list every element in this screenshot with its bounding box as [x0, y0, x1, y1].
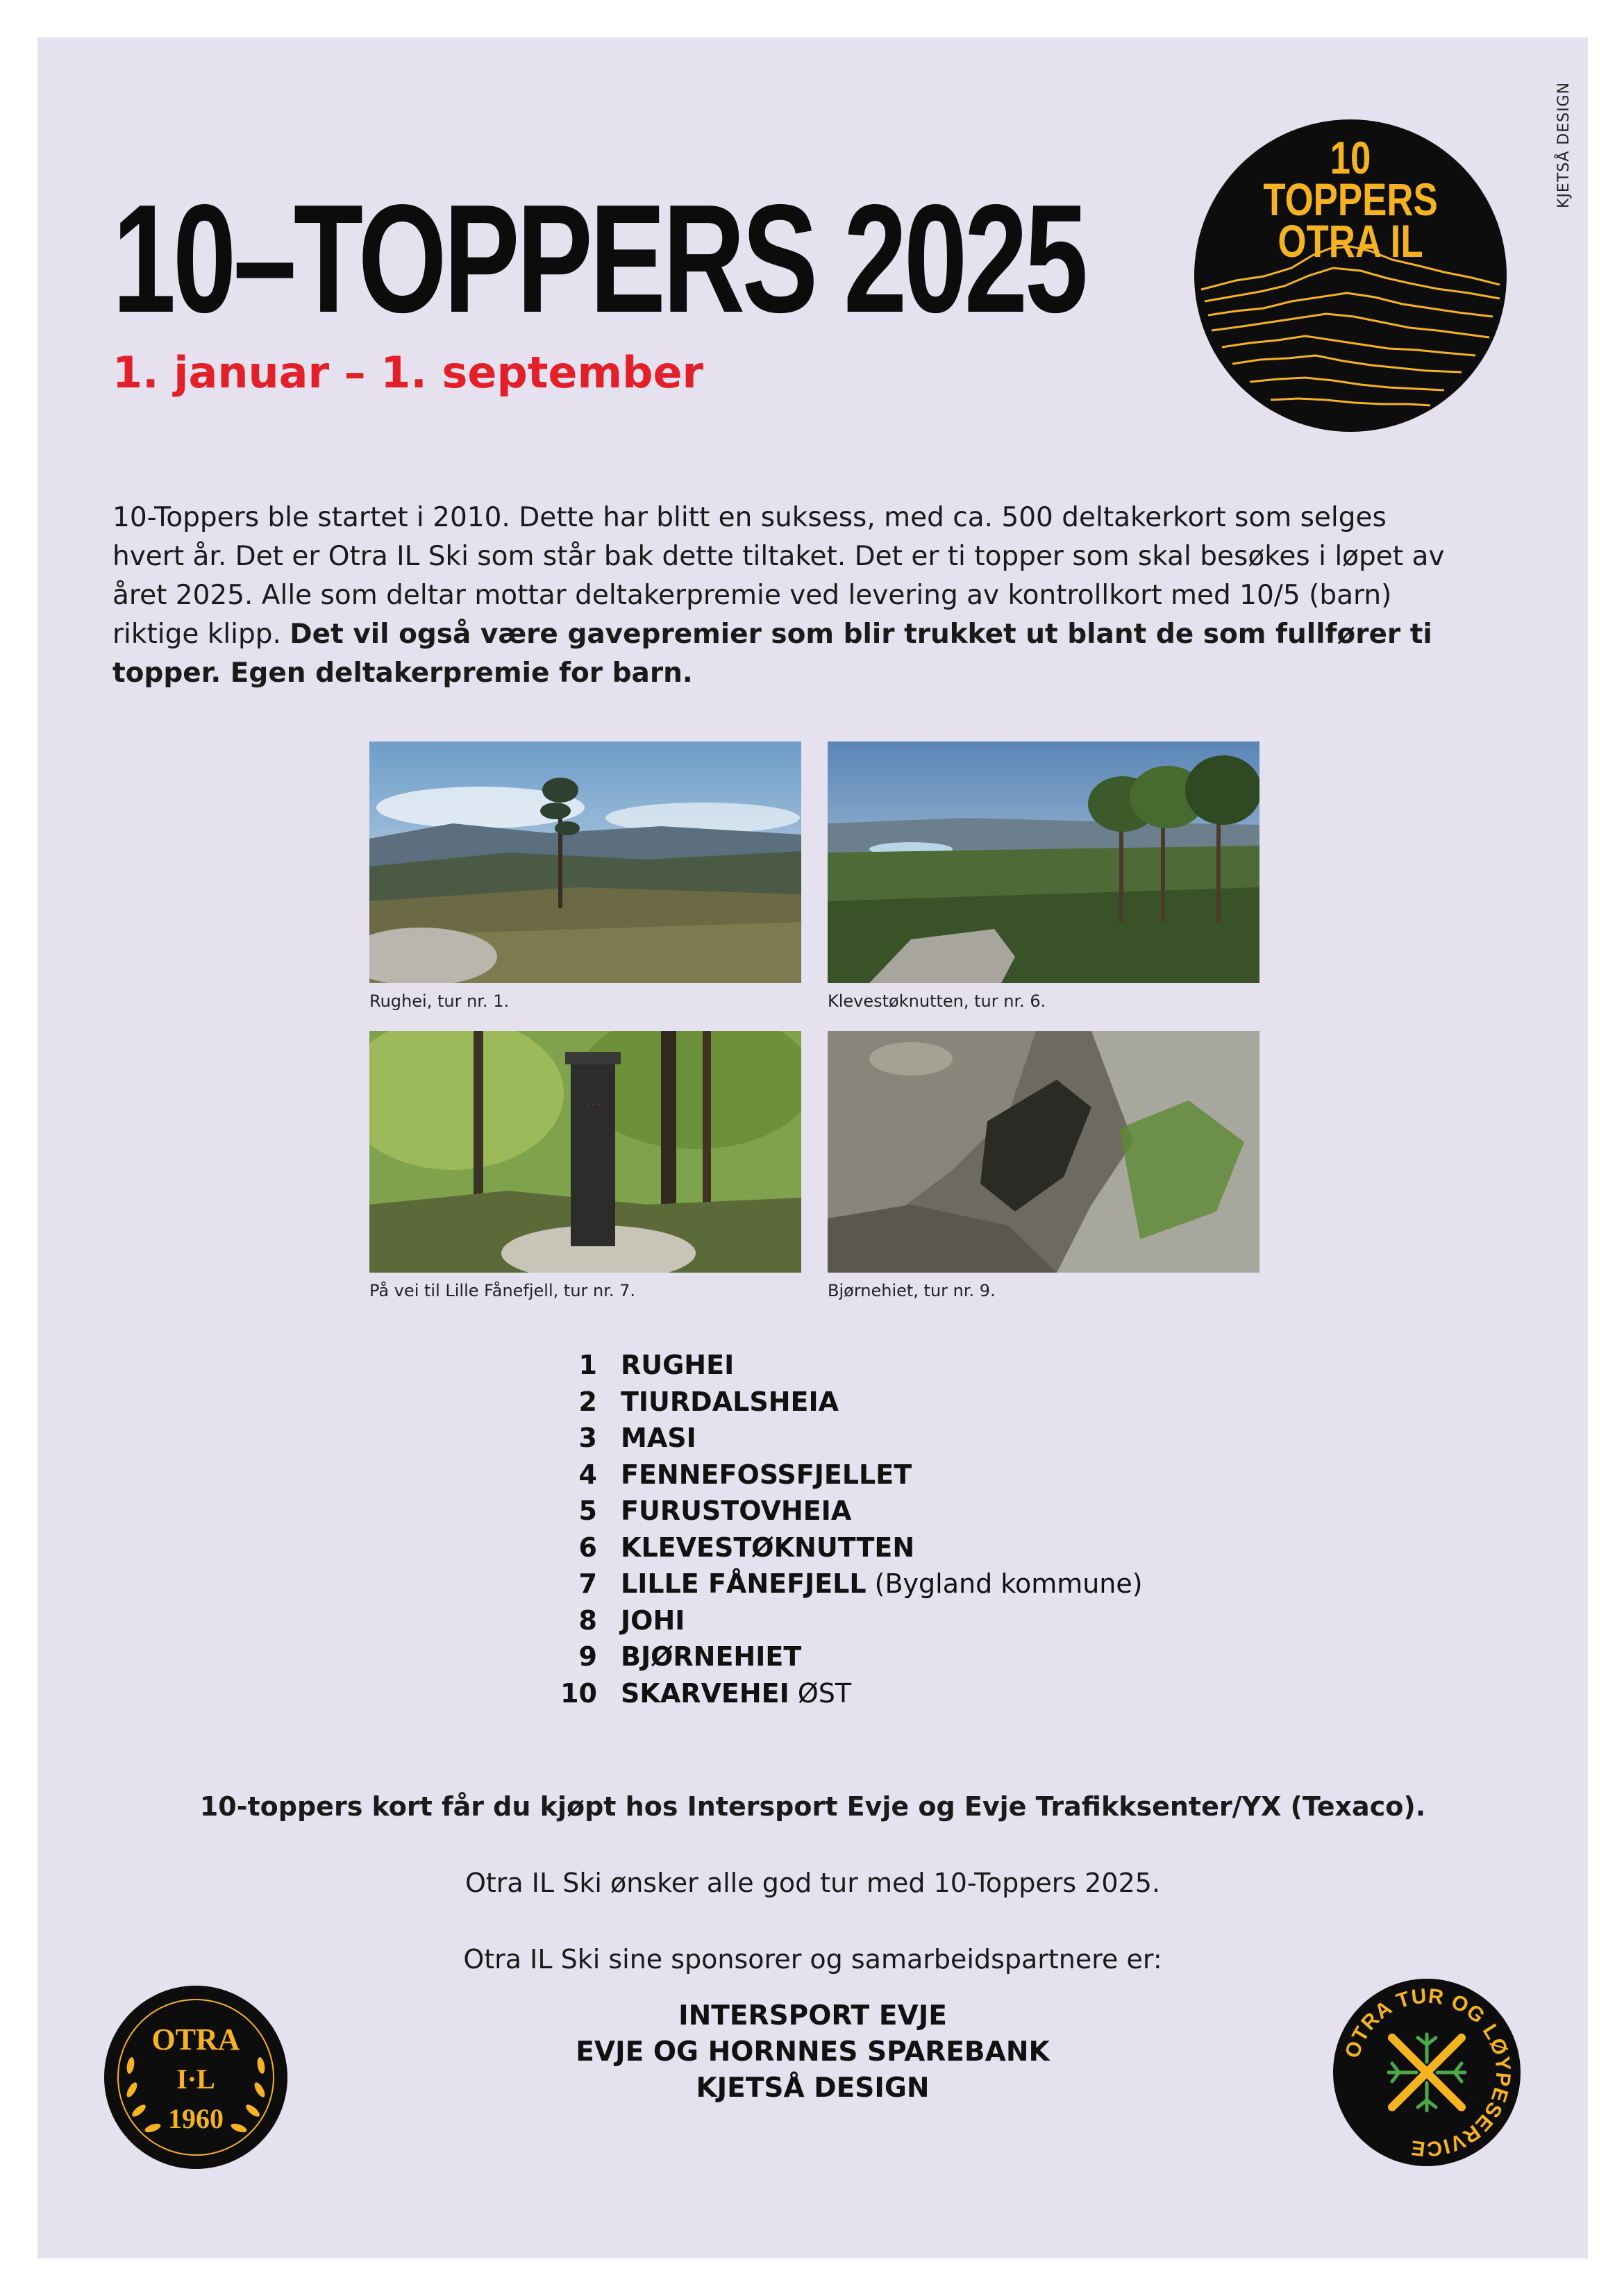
top-name: MASI — [621, 1423, 696, 1453]
list-item — [542, 1384, 1375, 1421]
top-name — [621, 1675, 851, 1712]
top-name: KLEVESTØKNUTTEN — [621, 1532, 915, 1563]
top-name — [621, 1566, 1143, 1602]
sponsor-item: INTERSPORT EVJE — [678, 2000, 947, 2031]
badge-bottom-text: 1960 — [168, 2103, 224, 2134]
logo-line-1: 10 — [1330, 132, 1371, 183]
list-item — [542, 1420, 1375, 1457]
list-item — [542, 1566, 1375, 1602]
otra-il-badge — [104, 1986, 287, 2169]
list-item — [542, 1457, 1375, 1493]
otra-tur-loypeservice-badge — [1333, 1979, 1521, 2166]
svg-text:· · ·: · · · — [586, 1100, 600, 1109]
intro-text: 10-Toppers ble startet i 2010. Dette har blitt en suksess, med ca. 500 deltakerkort som selges hvert år. Det er Otra IL Ski som står bak dette tiltaket. Det er ti topper som skal besøkes i løpet av året 2025. Alle som deltar mottar deltakerpremie ved levering av kontrollkort med 10/5 (barn) riktige klipp. — [112, 502, 1445, 650]
photo-rughei — [369, 741, 801, 983]
photo-bjornehiet — [828, 1031, 1259, 1273]
laurel-wreath-icon — [104, 1986, 287, 2169]
top-name: FENNEFOSSFJELLET — [621, 1459, 912, 1490]
top-number: 1 — [578, 1350, 597, 1380]
logo-line-2: TOPPERS — [1263, 174, 1438, 225]
photo-caption-rughei: Rughei, tur nr. 1. — [369, 991, 510, 1011]
badge-mid-text: I·L — [176, 2063, 215, 2095]
badge-top-text: OTRA — [151, 2022, 240, 2056]
sponsor-item: KJETSÅ DESIGN — [696, 2072, 930, 2104]
design-credit: KJETSÅ DESIGN — [1555, 81, 1573, 208]
list-item — [542, 1530, 1375, 1566]
list-item — [542, 1639, 1375, 1675]
tops-list — [542, 1347, 1375, 1711]
top-number: 4 — [578, 1459, 597, 1490]
top-number: 8 — [578, 1604, 597, 1636]
toppers-logo — [1194, 119, 1507, 432]
top-name-extra: (Bygland kommune) — [866, 1568, 1143, 1599]
top-name-extra: ØST — [789, 1677, 852, 1709]
top-number: 7 — [578, 1568, 597, 1599]
top-name: FURUSTOVHEIA — [621, 1495, 852, 1526]
photo-klevestoknutten — [828, 741, 1259, 983]
good-trip-wish: Otra IL Ski ønsker alle god tur med 10-Toppers 2025. — [464, 1868, 1161, 1898]
date-range: 1. januar – 1. september — [112, 347, 704, 398]
page-title: 10–TOPPERS 2025 — [112, 173, 1085, 345]
top-number: 5 — [578, 1495, 597, 1526]
photo-caption-klevestoknutten: Klevestøknutten, tur nr. 6. — [828, 991, 1046, 1011]
list-item — [542, 1347, 1375, 1384]
photo-caption-lille-fanefjell: På vei til Lille Fånefjell, tur nr. 7. — [369, 1281, 636, 1300]
photo-caption-bjornehiet: Bjørnehiet, tur nr. 9. — [828, 1281, 996, 1300]
badge-ring-text: OTRA TUR OG LØYPESERVICE — [1341, 1984, 1515, 2161]
sponsors-intro: Otra IL Ski sine sponsorer og samarbeidspartnere er: — [463, 1944, 1162, 1975]
top-name-text: SKARVEHEI — [621, 1677, 789, 1709]
list-item — [542, 1493, 1375, 1530]
top-number: 9 — [578, 1641, 597, 1672]
top-number: 6 — [578, 1532, 597, 1563]
top-number: 10 — [560, 1677, 597, 1709]
intro-bold-text: Det vil også være gavepremier som blir trukket ut blant de som fullfører ti topper. Egen deltakerpremie for barn. — [112, 619, 1432, 689]
top-name: JOHI — [621, 1604, 685, 1636]
top-name: BJØRNEHIET — [621, 1641, 802, 1672]
top-name: RUGHEI — [621, 1350, 735, 1380]
where-to-buy: 10-toppers kort får du kjøpt hos Intersport Evje og Evje Trafikksenter/YX (Texaco). — [199, 1791, 1426, 1822]
list-item — [542, 1602, 1375, 1639]
top-number: 3 — [578, 1423, 597, 1453]
top-name-text: LILLE FÅNEFJELL — [621, 1568, 867, 1599]
crossed-skis-icon — [1333, 1979, 1521, 2166]
top-name: TIURDALSHEIA — [621, 1386, 839, 1417]
logo-line-3: OTRA IL — [1278, 215, 1423, 267]
list-item — [542, 1675, 1375, 1712]
sponsor-item: EVJE OG HORNNES SPAREBANK — [576, 2036, 1050, 2068]
top-number: 2 — [578, 1386, 597, 1417]
photo-lille-fanefjell — [369, 1031, 801, 1273]
intro-paragraph — [112, 498, 1459, 693]
